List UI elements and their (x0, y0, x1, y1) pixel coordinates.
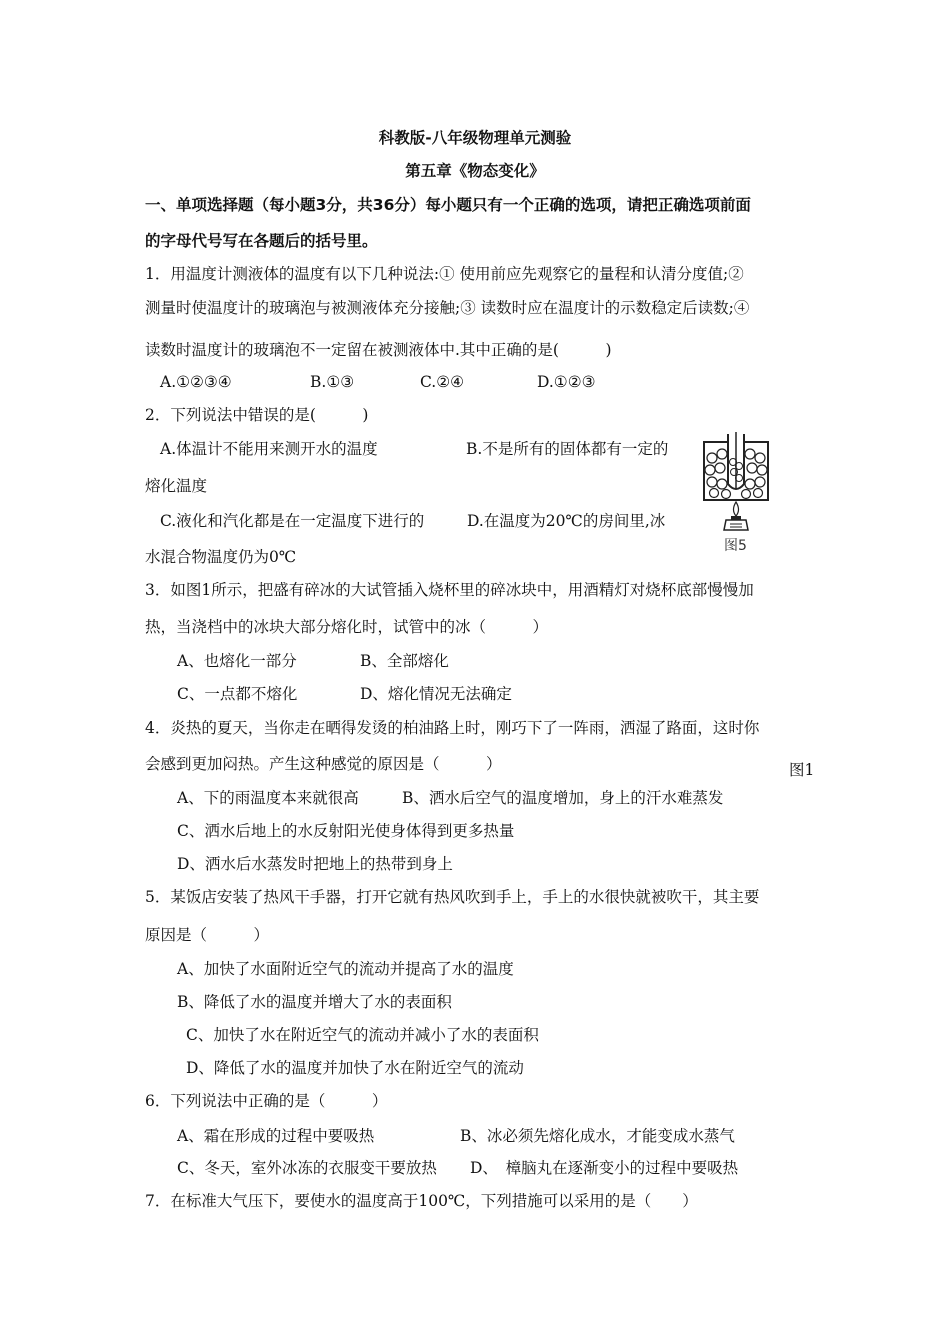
q4-option-d: D、洒水后水蒸发时把地上的热带到身上 (177, 855, 453, 873)
q1-option-a: A.①②③④ (160, 373, 232, 391)
q4-line2: 会感到更加闷热。产生这种感觉的原因是（ ） (145, 755, 502, 773)
section-heading-line1: 一、单项选择题（每小题3分，共36分）每小题只有一个正确的选项，请把正确选项前面 (145, 196, 751, 214)
q3-option-a: A、也熔化一部分 (177, 652, 297, 670)
q6-option-a: A、霜在形成的过程中要吸热 (177, 1127, 375, 1145)
q5-line1: 5．某饭店安装了热风干手器，打开它就有热风吹到手上，手上的水很快就被吹干，其主要 (145, 888, 760, 906)
chapter-title: 第五章《物态变化》 (405, 162, 545, 180)
q7-stem: 7．在标准大气压下，要使水的温度高于100℃，下列措施可以采用的是（ ） (145, 1192, 698, 1210)
q1-line3: 读数时温度计的玻璃泡不一定留在被测液体中.其中正确的是( ) (145, 341, 612, 359)
figure-5-label: 图5 (724, 538, 747, 554)
q4-option-c: C、洒水后地上的水反射阳光使身体得到更多热量 (177, 822, 515, 840)
q2-option-d: D.在温度为20℃的房间里,冰 (467, 512, 666, 530)
q1-option-c: C.②④ (420, 373, 465, 391)
q4-line1: 4．炎热的夏天，当你走在晒得发烫的柏油路上时，刚巧下了一阵雨，洒湿了路面，这时你 (145, 719, 760, 737)
q3-line2: 热，当浇档中的冰块大部分熔化时，试管中的冰（ ） (145, 618, 549, 636)
q6-option-b: B、冰必须先熔化成水，才能变成水蒸气 (460, 1127, 735, 1145)
q3-option-b: B、全部熔化 (360, 652, 449, 670)
q6-option-d: D、 樟脑丸在逐渐变小的过程中要吸热 (470, 1159, 739, 1177)
q2-option-b: B.不是所有的固体都有一定的 (466, 440, 669, 458)
q1-line1: 1．用温度计测液体的温度有以下几种说法:① 使用前应先观察它的量程和认清分度值;② (145, 265, 744, 283)
figure-5-beaker-diagram (700, 432, 772, 556)
q5-option-a: A、加快了水面附近空气的流动并提高了水的温度 (177, 960, 514, 978)
q1-line2: 测量时使温度计的玻璃泡与被测液体充分接触;③ 读数时应在温度计的示数稳定后读数;④ (145, 299, 750, 317)
document-title: 科教版-八年级物理单元测验 (378, 129, 572, 147)
q1-option-b: B.①③ (310, 373, 355, 391)
q2-option-d-cont: 水混合物温度仍为0℃ (145, 548, 297, 566)
section-heading-line2: 的字母代号写在各题后的括号里。 (145, 232, 378, 250)
q6-option-c: C、冬天，室外冰冻的衣服变干要放热 (177, 1159, 437, 1177)
q6-stem: 6．下列说法中正确的是（ ） (145, 1092, 388, 1110)
q3-option-d: D、熔化情况无法确定 (360, 685, 512, 703)
q5-line2: 原因是（ ） (145, 926, 270, 944)
q5-option-c: C、加快了水在附近空气的流动并减小了水的表面积 (186, 1026, 539, 1044)
q3-line1: 3．如图1所示，把盛有碎冰的大试管插入烧杯里的碎冰块中，用酒精灯对烧杯底部慢慢加 (145, 581, 754, 599)
q2-option-a: A.体温计不能用来测开水的温度 (160, 440, 378, 458)
q2-option-b-cont: 熔化温度 (145, 477, 208, 495)
q5-option-d: D、降低了水的温度并加快了水在附近空气的流动 (186, 1059, 524, 1077)
figure-1-label: 图1 (789, 761, 815, 779)
q4-option-a: A、下的雨温度本来就很高 (177, 789, 359, 807)
q1-option-d: D.①②③ (537, 373, 596, 391)
q2-option-c: C.液化和汽化都是在一定温度下进行的 (160, 512, 425, 530)
q5-option-b: B、降低了水的温度并增大了水的表面积 (177, 993, 452, 1011)
q4-option-b: B、洒水后空气的温度增加，身上的汗水难蒸发 (402, 789, 724, 807)
q2-stem: 2．下列说法中错误的是( ) (145, 406, 369, 424)
q3-option-c: C、一点都不熔化 (177, 685, 298, 703)
